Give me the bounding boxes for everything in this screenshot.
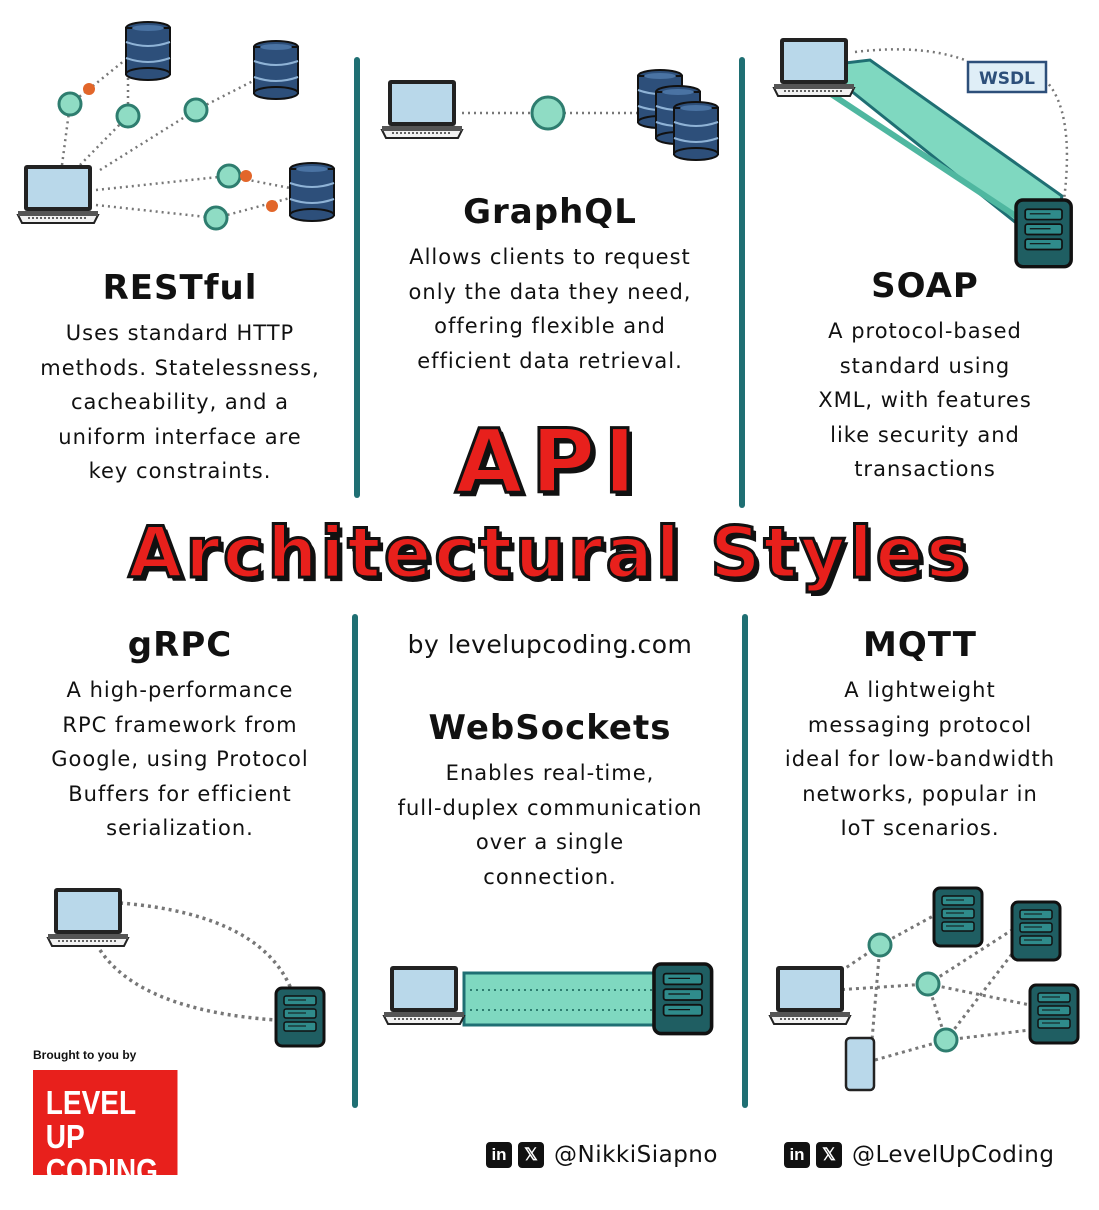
restful-heading: RESTful — [102, 268, 258, 308]
websockets-line: full-duplex communication — [397, 795, 703, 820]
grpc-description — [30, 673, 330, 846]
mqtt-description — [760, 673, 1080, 846]
x-icon[interactable]: 𝕏 — [518, 1142, 544, 1168]
websockets-line: connection. — [483, 864, 617, 889]
graphql-line: offering flexible and — [434, 314, 666, 338]
brought-to-you-by: Brought to you by — [33, 1048, 137, 1062]
soap-diagram — [774, 38, 1071, 267]
grpc-line: A high-performance — [66, 678, 294, 702]
graphql-line: efficient data retrieval. — [417, 348, 683, 373]
restful-line: cacheability, and a — [71, 390, 289, 414]
websockets-heading: WebSockets — [428, 708, 672, 748]
soap-description — [770, 314, 1080, 487]
mqtt-line: ideal for low-bandwidth — [784, 747, 1056, 771]
mqtt-line: IoT scenarios. — [840, 816, 1000, 840]
graphql-heading: GraphQL — [463, 192, 637, 232]
soap-line: XML, with features — [818, 388, 1032, 412]
websockets-line: over a single — [475, 830, 625, 854]
grpc-diagram — [48, 888, 324, 1046]
wsdl-badge: WSDL — [979, 69, 1035, 89]
x-icon[interactable]: 𝕏 — [816, 1142, 842, 1168]
section-graphql — [380, 192, 720, 378]
level-up-coding-logo[interactable] — [33, 1070, 178, 1189]
handle-text: @LevelUpCoding — [852, 1142, 1055, 1168]
linkedin-icon[interactable]: in — [784, 1142, 810, 1168]
restful-diagram — [18, 22, 334, 229]
social-handle-levelupcoding[interactable] — [784, 1138, 1054, 1172]
section-grpc — [30, 625, 330, 846]
graphql-diagram — [382, 70, 718, 160]
title-api: API — [454, 410, 645, 513]
grpc-line: Google, using Protocol — [51, 747, 309, 771]
social-handle-nikki[interactable] — [486, 1138, 718, 1172]
section-restful — [20, 268, 340, 489]
mqtt-diagram — [770, 888, 1078, 1090]
restful-description — [20, 316, 340, 489]
websockets-description — [380, 756, 720, 894]
mqtt-line: A lightweight — [844, 678, 996, 702]
linkedin-icon[interactable]: in — [486, 1142, 512, 1168]
mqtt-line: messaging protocol — [807, 712, 1033, 737]
grpc-line: Buffers for efficient — [68, 781, 292, 806]
title-architectural-styles: Architectural Styles — [128, 512, 971, 594]
section-mqtt — [760, 625, 1080, 846]
restful-line: Uses standard HTTP — [65, 321, 295, 345]
logo-line-1: LEVEL UP — [45, 1084, 136, 1155]
restful-line: key constraints. — [88, 459, 272, 483]
logo-line-2: CODING — [45, 1152, 158, 1189]
section-soap — [770, 266, 1080, 487]
restful-line: uniform interface are — [58, 424, 302, 449]
graphql-line: Allows clients to request — [409, 245, 691, 269]
grpc-line: serialization. — [106, 816, 254, 840]
mqtt-line: networks, popular in — [802, 781, 1038, 806]
soap-heading: SOAP — [871, 266, 979, 306]
graphql-description — [380, 240, 720, 378]
grpc-heading: gRPC — [127, 625, 233, 665]
websockets-diagram — [384, 964, 712, 1034]
soap-line: transactions — [854, 457, 996, 481]
handle-text: @NikkiSiapno — [554, 1142, 718, 1168]
section-websockets — [380, 708, 720, 894]
soap-line: A protocol-based — [828, 319, 1022, 343]
websockets-line: Enables real-time, — [445, 761, 655, 785]
graphql-line: only the data they need, — [408, 279, 692, 304]
soap-line: standard using — [839, 353, 1011, 378]
restful-line: methods. Statelessness, — [40, 355, 320, 380]
soap-line: like security and — [830, 422, 1020, 447]
byline: by levelupcoding.com — [407, 630, 693, 659]
grpc-line: RPC framework from — [62, 712, 298, 737]
mqtt-heading: MQTT — [863, 625, 977, 665]
